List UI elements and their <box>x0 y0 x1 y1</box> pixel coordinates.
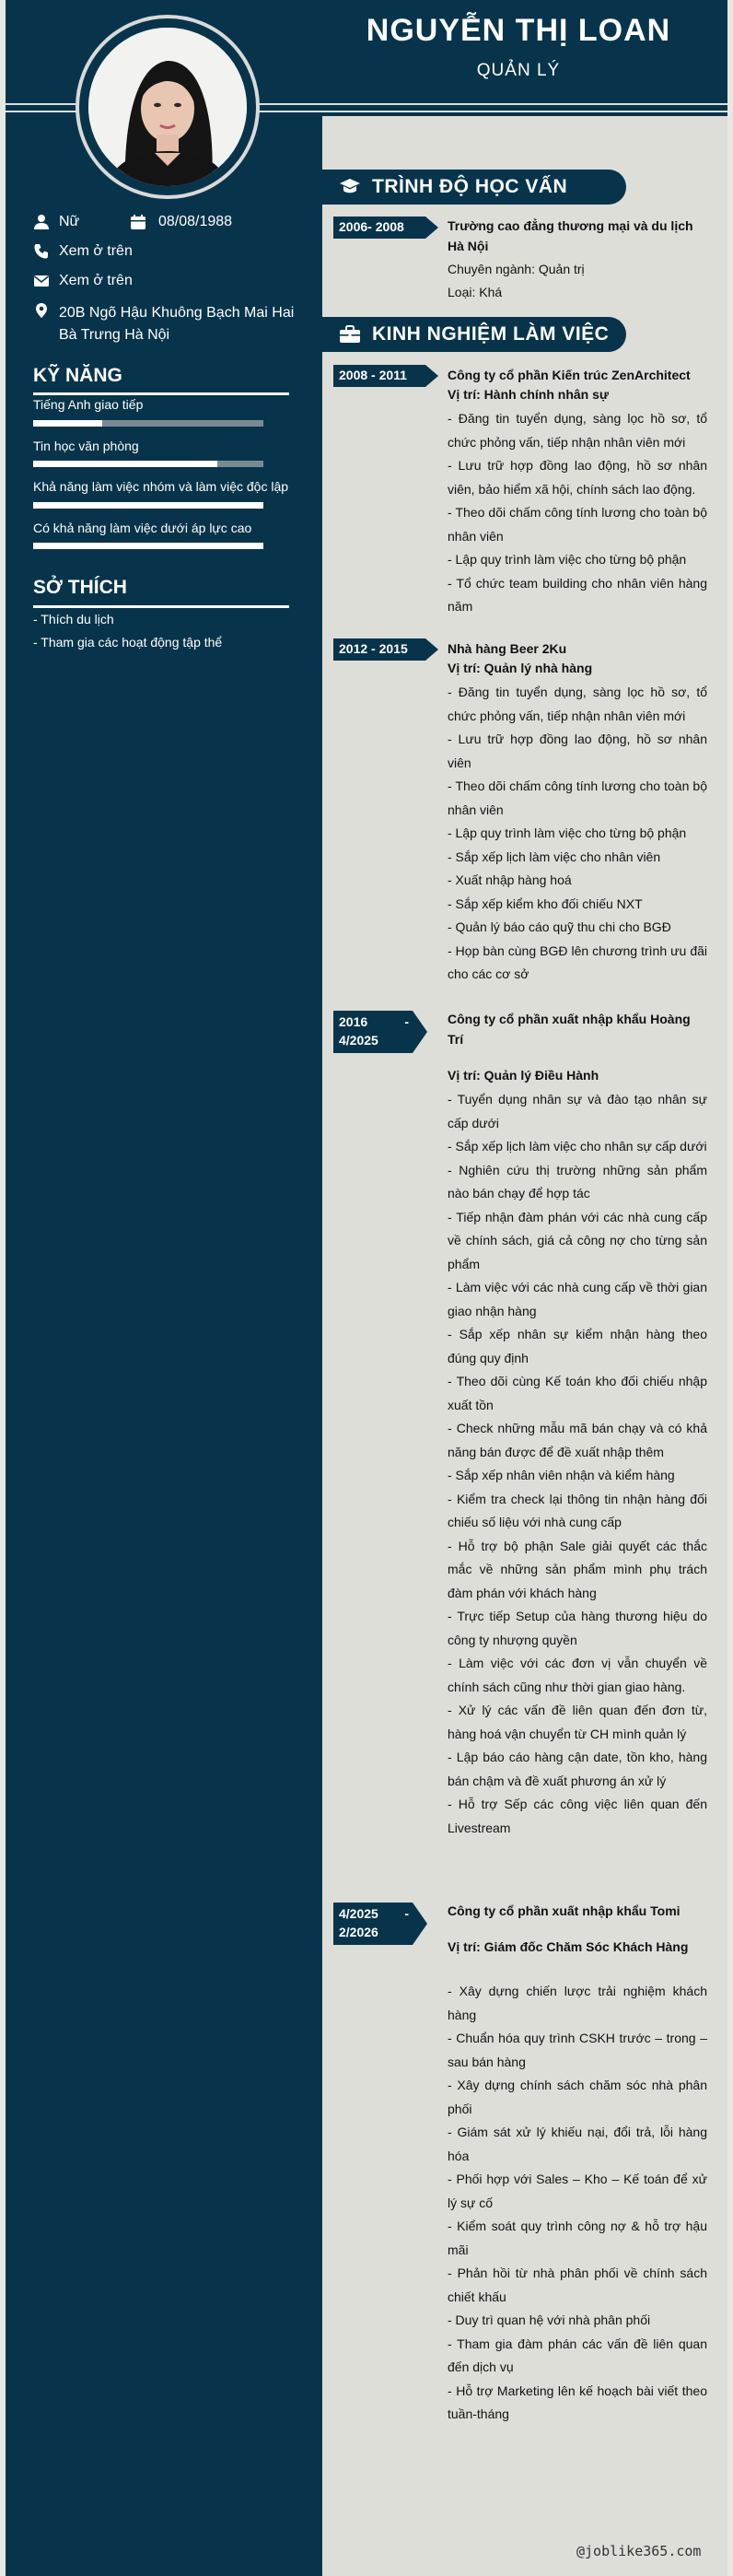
email-icon <box>33 273 50 289</box>
phone-value: Xem ở trên <box>59 243 133 259</box>
job-duty: - Xây dựng chính sách chăm sóc nhà phân phối <box>448 2078 707 2116</box>
job-date <box>333 1011 413 1053</box>
education-entry <box>448 216 707 304</box>
job-entry <box>448 1009 707 1840</box>
job-date <box>333 1903 413 1945</box>
email-value: Xem ở trên <box>59 273 133 288</box>
skill-label: Khả năng làm việc nhóm và làm việc độc lập <box>33 479 289 494</box>
job-role: Vị trí: Quản lý Điều Hành <box>448 1068 599 1083</box>
education-header <box>319 170 626 205</box>
person-icon <box>33 214 50 230</box>
job-date-start: 2016 <box>339 1014 368 1029</box>
education-title: TRÌNH ĐỘ HỌC VẤN <box>372 176 568 197</box>
gender-value: Nữ <box>59 214 80 229</box>
skill-label: Có khả năng làm việc dưới áp lực cao <box>33 521 252 535</box>
address-value: 20B Ngõ Hậu Khuông Bạch Mai Hai Bà Trưng Hà Nội <box>59 305 295 343</box>
job-duty: - Tuyển dụng nhân sự và đào tạo nhân sự cấp dưới <box>448 1092 707 1130</box>
job-entry <box>448 638 707 987</box>
job-duty: - Xây dựng chiến lược trải nghiệm khách hàng <box>448 1984 707 2022</box>
school-name: Trường cao đẳng thương mại và du lịch Hà Nội <box>448 218 693 253</box>
job-duty: - Đăng tin tuyển dụng, sàng lọc hồ sơ, tổ chức phỏng vấn, tiếp nhận nhân viên mới <box>448 411 707 450</box>
job-duty: - Trực tiếp Setup của hàng thương hiệu do công ty nhượng quyền <box>448 1609 707 1647</box>
job-duty: - Đăng tin tuyển dụng, sàng lọc hồ sơ, tổ chức phỏng vấn, tiếp nhận nhân viên mới <box>448 685 707 723</box>
job-duty: - Tiếp nhận đàm phán với các nhà cung cấp về chính sách, giá cả công nợ cho từng sản phẩm <box>448 1209 707 1271</box>
skill-bar <box>33 420 263 427</box>
skill-bar-fill <box>33 502 263 509</box>
job-duty: - Hỗ trợ Marketing lên kế hoạch bài viết theo tuần-tháng <box>448 2383 707 2421</box>
job-duty: - Nghiên cứu thị trường những sản phẩm nào bán chạy để hợp tác <box>448 1162 707 1200</box>
skills-title: KỸ NĂNG <box>33 365 122 386</box>
job-date: 2008 - 2011 <box>333 365 425 387</box>
job-duty: - Tham gia đàm phán các vấn đề liên quan đến dịch vụ <box>448 2336 707 2374</box>
job-duty: - Quản lý báo cáo quỹ thu chi cho BGĐ <box>448 919 671 934</box>
hobbies-title: SỞ THÍCH <box>33 577 127 598</box>
birthday-value: 08/08/1988 <box>158 214 233 229</box>
job-duty: - Lập quy trình làm việc cho từng bộ phận <box>448 552 687 567</box>
hobby-item: - Tham gia các hoạt động tập thể <box>33 635 223 650</box>
job-duty: - Làm việc với các nhà cung cấp về thời gian giao nhận hàng <box>448 1280 707 1318</box>
job-duty: - Check những mẫu mã bán chạy và có khả năng bán được để đề xuất nhập thêm <box>448 1421 707 1459</box>
job-duty: - Sắp xếp lịch làm việc cho nhân viên <box>448 849 661 864</box>
job-duty: - Họp bàn cùng BGĐ lên chương trình ưu đãi cho các cơ sở <box>448 943 707 981</box>
job-duty: - Lập quy trình làm việc cho từng bộ phận <box>448 825 687 840</box>
skill-label: Tiếng Anh giao tiếp <box>33 397 144 412</box>
company-name: Công ty cổ phần xuất nhập khẩu Tomi <box>448 1903 681 1918</box>
candidate-name: NGUYỄN THỊ LOAN <box>366 13 671 48</box>
job-date-end: 2/2026 <box>339 1925 378 1939</box>
job-date-start: 4/2025 <box>339 1906 378 1921</box>
experience-header <box>319 317 626 352</box>
company-name: Công ty cổ phần xuất nhập khẩu Hoàng Trí <box>448 1012 691 1047</box>
hobbies-rule <box>33 605 289 608</box>
job-entry <box>448 1901 707 2427</box>
location-icon <box>33 302 50 319</box>
education-grade: Loại: Khá <box>448 285 503 299</box>
job-role: Vị trí: Quản lý nhà hàng <box>448 661 593 675</box>
job-duty: - Theo dõi chấm công tính lương cho toàn bộ nhân viên <box>448 505 707 544</box>
phone-icon <box>33 243 50 260</box>
job-role: Vị trí: Giám đốc Chăm Sóc Khách Hàng <box>448 1939 689 1954</box>
job-date-dash: - <box>404 1014 409 1029</box>
skill-bar-fill <box>33 543 263 549</box>
job-duty: - Sắp xếp kiểm kho đối chiếu NXT <box>448 896 643 911</box>
job-duty: - Sắp xếp nhân sự kiểm nhận hàng theo đúng quy định <box>448 1327 707 1365</box>
job-duty: - Phản hồi từ nhà phân phối về chính sách chiết khấu <box>448 2266 707 2304</box>
experience-title: KINH NGHIỆM LÀM VIỆC <box>372 323 610 345</box>
profile-photo-frame <box>76 15 260 199</box>
job-date-dash: - <box>404 1906 409 1921</box>
job-entry <box>448 365 707 619</box>
job-duty: - Lưu trữ hợp đồng lao động, hồ sơ nhân viên, bảo hiểm xã hội, chính sách lao động. <box>448 458 707 497</box>
job-duty: - Sắp xếp lịch làm việc cho nhân sự cấp dưới <box>448 1139 707 1153</box>
job-duty: - Hỗ trợ bộ phận Sale giải quyết các thắc mắc về những sản phẩm mình phụ trách đàm phán với khách hàng <box>448 1538 707 1600</box>
job-duty: - Phối hợp với Sales – Kho – Kế toán để xử lý sự cố <box>448 2172 707 2210</box>
job-duty: - Sắp xếp nhân viên nhận và kiểm hàng <box>448 1468 675 1482</box>
job-duty: - Giám sát xử lý khiếu nại, đổi trả, lỗi hàng hóa <box>448 2125 707 2163</box>
job-duty: - Lập báo cáo hàng cận date, tồn kho, hàng bán chậm và đề xuất phương án xử lý <box>448 1750 707 1788</box>
briefcase-icon <box>339 325 361 344</box>
job-role: Vị trí: Hành chính nhân sự <box>448 387 610 402</box>
company-name: Nhà hàng Beer 2Ku <box>448 641 567 656</box>
profile-photo <box>88 28 247 186</box>
job-title: QUẢN LÝ <box>476 61 561 80</box>
cv-page <box>6 0 727 2576</box>
job-date: 2012 - 2015 <box>333 638 425 661</box>
job-duty: - Lưu trữ hợp đồng lao động, hồ sơ nhân viên <box>448 732 707 770</box>
job-duty: - Duy trì quan hệ với nhà phân phối <box>448 2313 651 2327</box>
watermark: @joblike365.com <box>576 2543 702 2559</box>
skill-bar <box>33 543 263 549</box>
job-duty: - Kiểm tra check lại thông tin nhận hàng đối chiếu số liệu với nhà cung cấp <box>448 1491 707 1529</box>
job-duty: - Chuẩn hóa quy trình CSKH trước – trong – sau bán hàng <box>448 2031 707 2069</box>
skill-bar-fill <box>33 461 217 467</box>
skill-bar <box>33 461 263 467</box>
job-duty: - Làm việc với các đơn vị vẫn chuyển về chính sách cũng như thời gian giao hàng. <box>448 1656 707 1694</box>
job-duty: - Hỗ trợ Sếp các công việc liên quan đến Livestream <box>448 1797 707 1835</box>
graduation-cap-icon <box>339 178 361 196</box>
skill-bar-fill <box>33 420 102 427</box>
sidebar <box>6 116 322 2576</box>
job-duty: - Kiểm soát quy trình công nợ & hỗ trợ hậu mãi <box>448 2219 707 2257</box>
calendar-icon <box>130 214 146 230</box>
education-major: Chuyên ngành: Quản trị <box>448 262 585 276</box>
hobby-item: - Thích du lịch <box>33 612 114 626</box>
job-duty: - Theo dõi cùng Kế toán kho đối chiếu nhập xuất tồn <box>448 1374 707 1412</box>
job-duty: - Theo dõi chấm công tính lương cho toàn bộ nhân viên <box>448 779 707 817</box>
job-duty: - Xuất nhập hàng hoá <box>448 872 572 887</box>
job-duty: - Xử lý các vấn đề liên quan đến đơn từ, hàng hoá vận chuyển từ CH mình quản lý <box>448 1703 707 1741</box>
skill-bar <box>33 502 263 509</box>
job-date-end: 4/2025 <box>339 1033 378 1048</box>
education-date: 2006- 2008 <box>333 217 425 239</box>
company-name: Công ty cổ phần Kiến trúc ZenArchitect <box>448 368 691 382</box>
skill-label: Tin học văn phòng <box>33 439 139 453</box>
job-duty: - Tổ chức team building cho nhân viên hàng năm <box>448 575 707 614</box>
skills-rule <box>33 392 289 395</box>
